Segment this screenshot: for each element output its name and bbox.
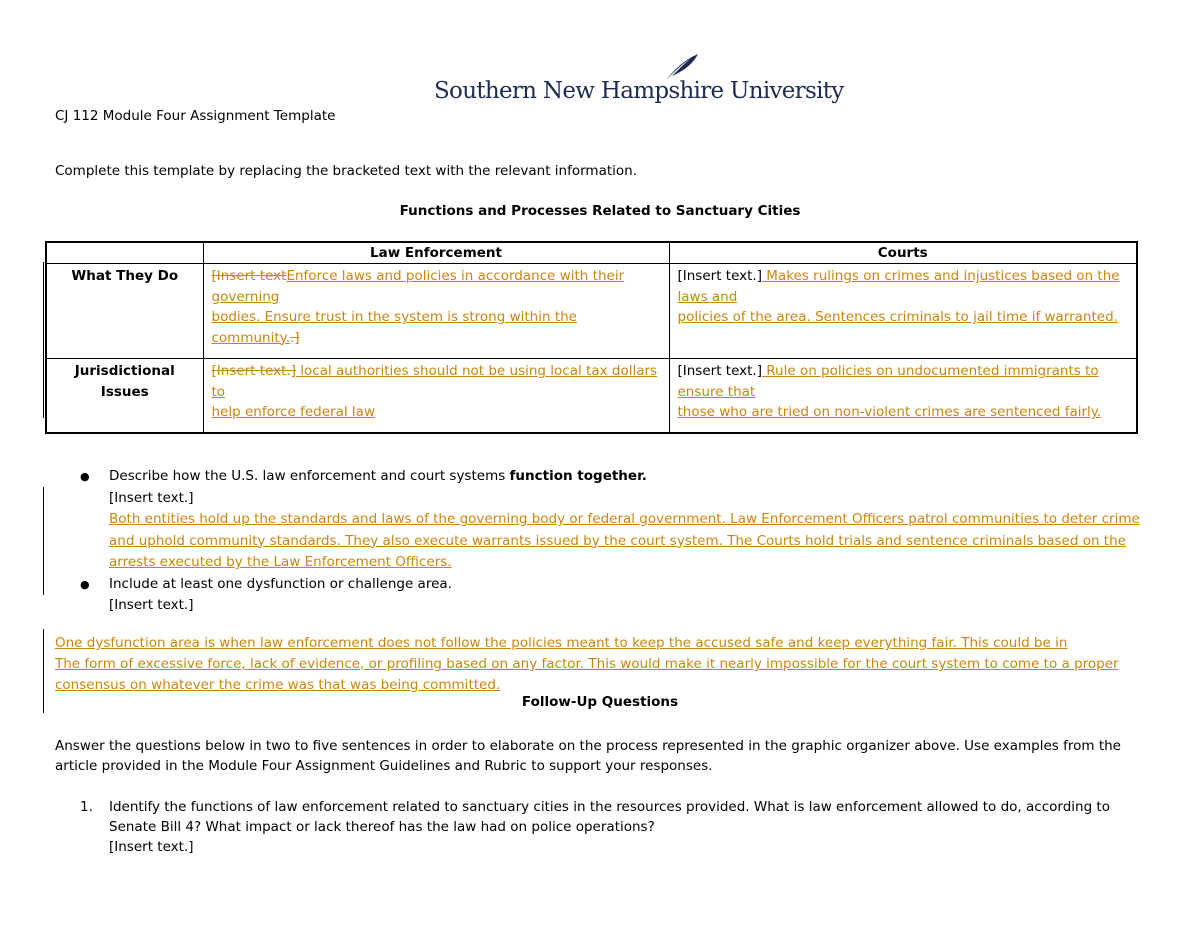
inserted-text: those who are tried on non-violent crimes are sentenced fairly. — [677, 404, 1102, 420]
inserted-text: laws and — [677, 288, 738, 305]
inserted-text: governing — [211, 288, 280, 305]
snhu-logo — [434, 52, 844, 108]
table-row — [46, 264, 1137, 359]
column-header-law: Law Enforcement — [203, 242, 669, 264]
bullet-prompt: Include at least one dysfunction or challenge area. — [109, 575, 452, 592]
table-heading: Functions and Processes Related to Sanctuary Cities — [399, 203, 801, 219]
bullet-icon: ● — [80, 470, 90, 483]
inserted-text: local authorities should not be using local tax dollars — [295, 363, 658, 379]
bullet-icon: ● — [80, 577, 90, 591]
inserted-text: to — [211, 383, 226, 400]
dysfunction-answer[interactable] — [55, 633, 1155, 696]
inserted-text: Makes rulings on crimes and injustices based on the — [761, 268, 1120, 284]
followup-heading: Follow-Up Questions — [521, 694, 679, 710]
placeholder-text: [Insert text.] — [677, 268, 762, 284]
change-bar — [43, 487, 44, 595]
inserted-text: help enforce federal law — [211, 404, 375, 420]
law-cell[interactable] — [203, 264, 669, 359]
column-header-courts: Courts — [669, 242, 1137, 264]
bullet-prompt-bold: function together. — [509, 468, 647, 484]
empty-header-cell — [46, 242, 203, 264]
question-text: Identify the functions of law enforcement related to sanctuary cities in the resources provided. What is law enforcement allowed to do, according to Senate Bill 4? What impact or lack thereof has the law had on police operations? — [109, 799, 1110, 835]
inserted-text: policies of the area. Sentences criminals to jail time if warranted. — [677, 309, 1118, 325]
courts-cell[interactable] — [669, 264, 1137, 359]
inserted-text: ensure that — [677, 383, 756, 400]
table-header-row — [46, 242, 1137, 264]
answer-line[interactable]: Both entities hold up the standards and laws of the governing body or federal government. Law Enforcement Officers patrol communities to deter crime — [109, 511, 1140, 527]
placeholder-text[interactable]: [Insert text.] — [109, 839, 194, 855]
placeholder-text: [Insert text.] — [677, 363, 762, 379]
answer-line: consensus on whatever the crime was that was being committed. — [55, 677, 501, 693]
table-row — [46, 359, 1137, 433]
inserted-text: Enforce laws and policies in accordance with their — [286, 268, 625, 284]
bullet-list — [80, 466, 1150, 617]
list-item — [80, 574, 1150, 617]
list-item — [80, 466, 1150, 574]
bullet-prompt: Describe how the U.S. law enforcement and court systems — [109, 468, 510, 484]
functions-table — [45, 241, 1138, 434]
answer-line[interactable]: and uphold community standards. They also execute warrants issued by the court system. The Courts hold trials and sentence criminals based on the — [109, 532, 1126, 549]
inserted-text: community. — [211, 329, 290, 346]
document-title: CJ 112 Module Four Assignment Template — [55, 108, 336, 124]
deleted-text: .] — [290, 329, 300, 346]
row-label: Jurisdictional Issues — [46, 359, 203, 433]
answer-line[interactable]: arrests executed by the Law Enforcement Officers. — [109, 554, 452, 570]
deleted-text: [Insert text.] — [211, 363, 296, 379]
inserted-text: bodies. Ensure trust in the system is strong within the — [211, 309, 577, 325]
placeholder-text: [Insert text.] — [109, 489, 194, 506]
placeholder-text: [Insert text.] — [109, 597, 194, 613]
logo-wordmark: Southern New Hampshire University — [434, 78, 844, 104]
row-label: What They Do — [46, 264, 203, 359]
intro-text: Complete this template by replacing the bracketed text with the relevant information. — [55, 163, 638, 179]
law-cell[interactable] — [203, 359, 669, 433]
answer-line: One dysfunction area is when law enforcement does not follow the policies meant to keep the accused safe and keep everything fair. This could be in — [55, 635, 1068, 651]
answer-line: The form of excessive force, lack of evidence, or profiling based on any factor. This would make it nearly impossible for the court system to come to a proper — [55, 656, 1119, 672]
inserted-text: Rule on policies on undocumented immigrants to — [761, 363, 1099, 379]
change-bar — [43, 262, 44, 418]
deleted-text: [Insert text — [211, 268, 287, 284]
question-number: 1. — [80, 799, 93, 815]
courts-cell[interactable] — [669, 359, 1137, 433]
question-item — [80, 797, 1150, 857]
followup-instructions: Answer the questions below in two to five sentences in order to elaborate on the process represented in the graphic organizer above. Use examples from the article provided in the Module Four Assignment Guidelines and Rubric to support your responses. — [55, 738, 1121, 774]
